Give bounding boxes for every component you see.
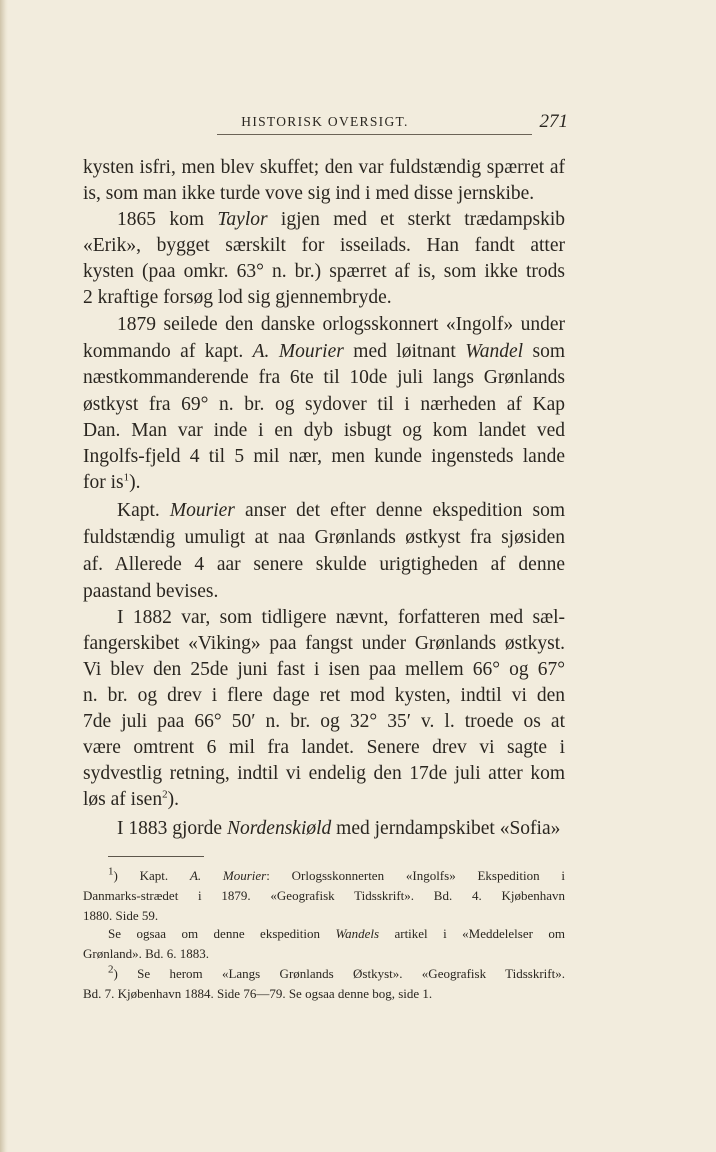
header-rule xyxy=(217,134,532,135)
text-line: is, som man ikke turde vove sig ind i med disse jernskibe. xyxy=(83,183,535,204)
text-line: 1865 kom Taylor igjen med et sterkt trædampskib xyxy=(117,209,565,230)
footnote-rule xyxy=(108,856,204,857)
text-line: «Erik», bygget særskilt for isseilads. Han fandt atter xyxy=(83,235,565,256)
text-line: 1879 seilede den danske orlogsskonnert «Ingolf» under xyxy=(117,314,565,335)
footnote-line: Bd. 7. Kjøbenhavn 1884. Side 76—79. Se ogsaa denne bog, side 1. xyxy=(83,986,433,1001)
footnote-line: Danmarks-strædet i 1879. «Geografisk Tidsskrift». Bd. 4. Kjøbenhavn xyxy=(83,888,565,903)
text-line: kysten (paa omkr. 63° n. br.) spærret af is, som ikke trods xyxy=(83,261,565,282)
person-name: Mourier xyxy=(169,500,235,521)
page-header xyxy=(82,111,568,138)
page-edge-shadow xyxy=(0,0,8,1152)
text-line: I 1882 var, som tidligere nævnt, forfatteren med sæl- xyxy=(117,607,565,628)
text-line: for $is^1$). xyxy=(83,471,141,493)
text-line: I 1883 gjorde Nordenskiøld med jerndampskibet «Sofia» xyxy=(117,818,561,839)
text-line: af. Allerede 4 aar senere skulde urigtigheden af denne xyxy=(83,554,565,575)
text-line: Vi blev den 25de juni fast i isen paa mellem 66° og 67° xyxy=(83,659,565,680)
footnote-line: $^1$) Kapt. A. Mourier: Orlogsskonnerten «Ingolfs» Ekspedition i xyxy=(108,865,565,883)
text-line: fuldstændig umuligt at naa Grønlands østkyst fra sjøsiden xyxy=(83,527,565,548)
text-line: løs af isen$^2$). xyxy=(83,788,179,810)
text-line: kommando af kapt. A. Mourier med løitnant Wandel som xyxy=(83,341,565,362)
text-line: Ingolfs-fjeld 4 til 5 mil nær, men kunde ingensteds lande xyxy=(83,446,565,467)
text-line: Kapt. Mourier anser det efter denne ekspedition som xyxy=(117,500,566,521)
text-line: næstkommanderende fra 6te til 10de juli langs Grønlands xyxy=(83,367,565,388)
footnote-line: $^2$) Se herom «Langs Grønlands Østkyst». «Geografisk Tidsskrift». xyxy=(108,963,565,981)
text-line: østkyst fra 69° n. br. og sydover til i nærheden af Kap xyxy=(83,394,565,415)
person-name: Taylor xyxy=(217,209,268,230)
person-name: Nordenskiøld xyxy=(226,818,332,839)
page-number: 271 xyxy=(539,111,568,132)
text-line: 2 kraftige forsøg lod sig gjennembryde. xyxy=(83,287,392,308)
text-line: paastand bevises. xyxy=(83,581,219,602)
footnote-line: 1880. Side 59. xyxy=(83,908,159,923)
text-line: sydvestlig retning, indtil vi endelig den 17de juli atter kom xyxy=(83,763,565,784)
footnote-marker: 1 xyxy=(123,471,130,484)
running-title: HISTORISK OVERSIGT. xyxy=(241,114,409,129)
text-line: Dan. Man var inde i en dyb isbugt og kom landet ved xyxy=(83,420,565,441)
footnote-marker: 2 xyxy=(162,788,168,801)
footnote-line: Se ogsaa om denne ekspedition Wandels artikel i «Meddelelser om xyxy=(108,926,565,941)
text-line: 7de juli paa 66° 50′ n. br. og 32° 35′ v. l. troede os at xyxy=(83,711,565,732)
text-line: fangerskibet «Viking» paa fangst under Grønlands østkyst. xyxy=(83,633,565,654)
text-line: kysten isfri, men blev skuffet; den var fuldstændig spærret af xyxy=(83,157,565,178)
person-name: Wandel xyxy=(465,341,524,362)
text-line: være omtrent 6 mil fra landet. Senere drev vi sagte i xyxy=(83,737,565,758)
text-line: n. br. og drev i flere dage ret mod kysten, indtil vi den xyxy=(83,685,565,706)
footnote-line: Grønland». Bd. 6. 1883. xyxy=(83,946,210,961)
person-name: A. Mourier xyxy=(252,341,344,362)
